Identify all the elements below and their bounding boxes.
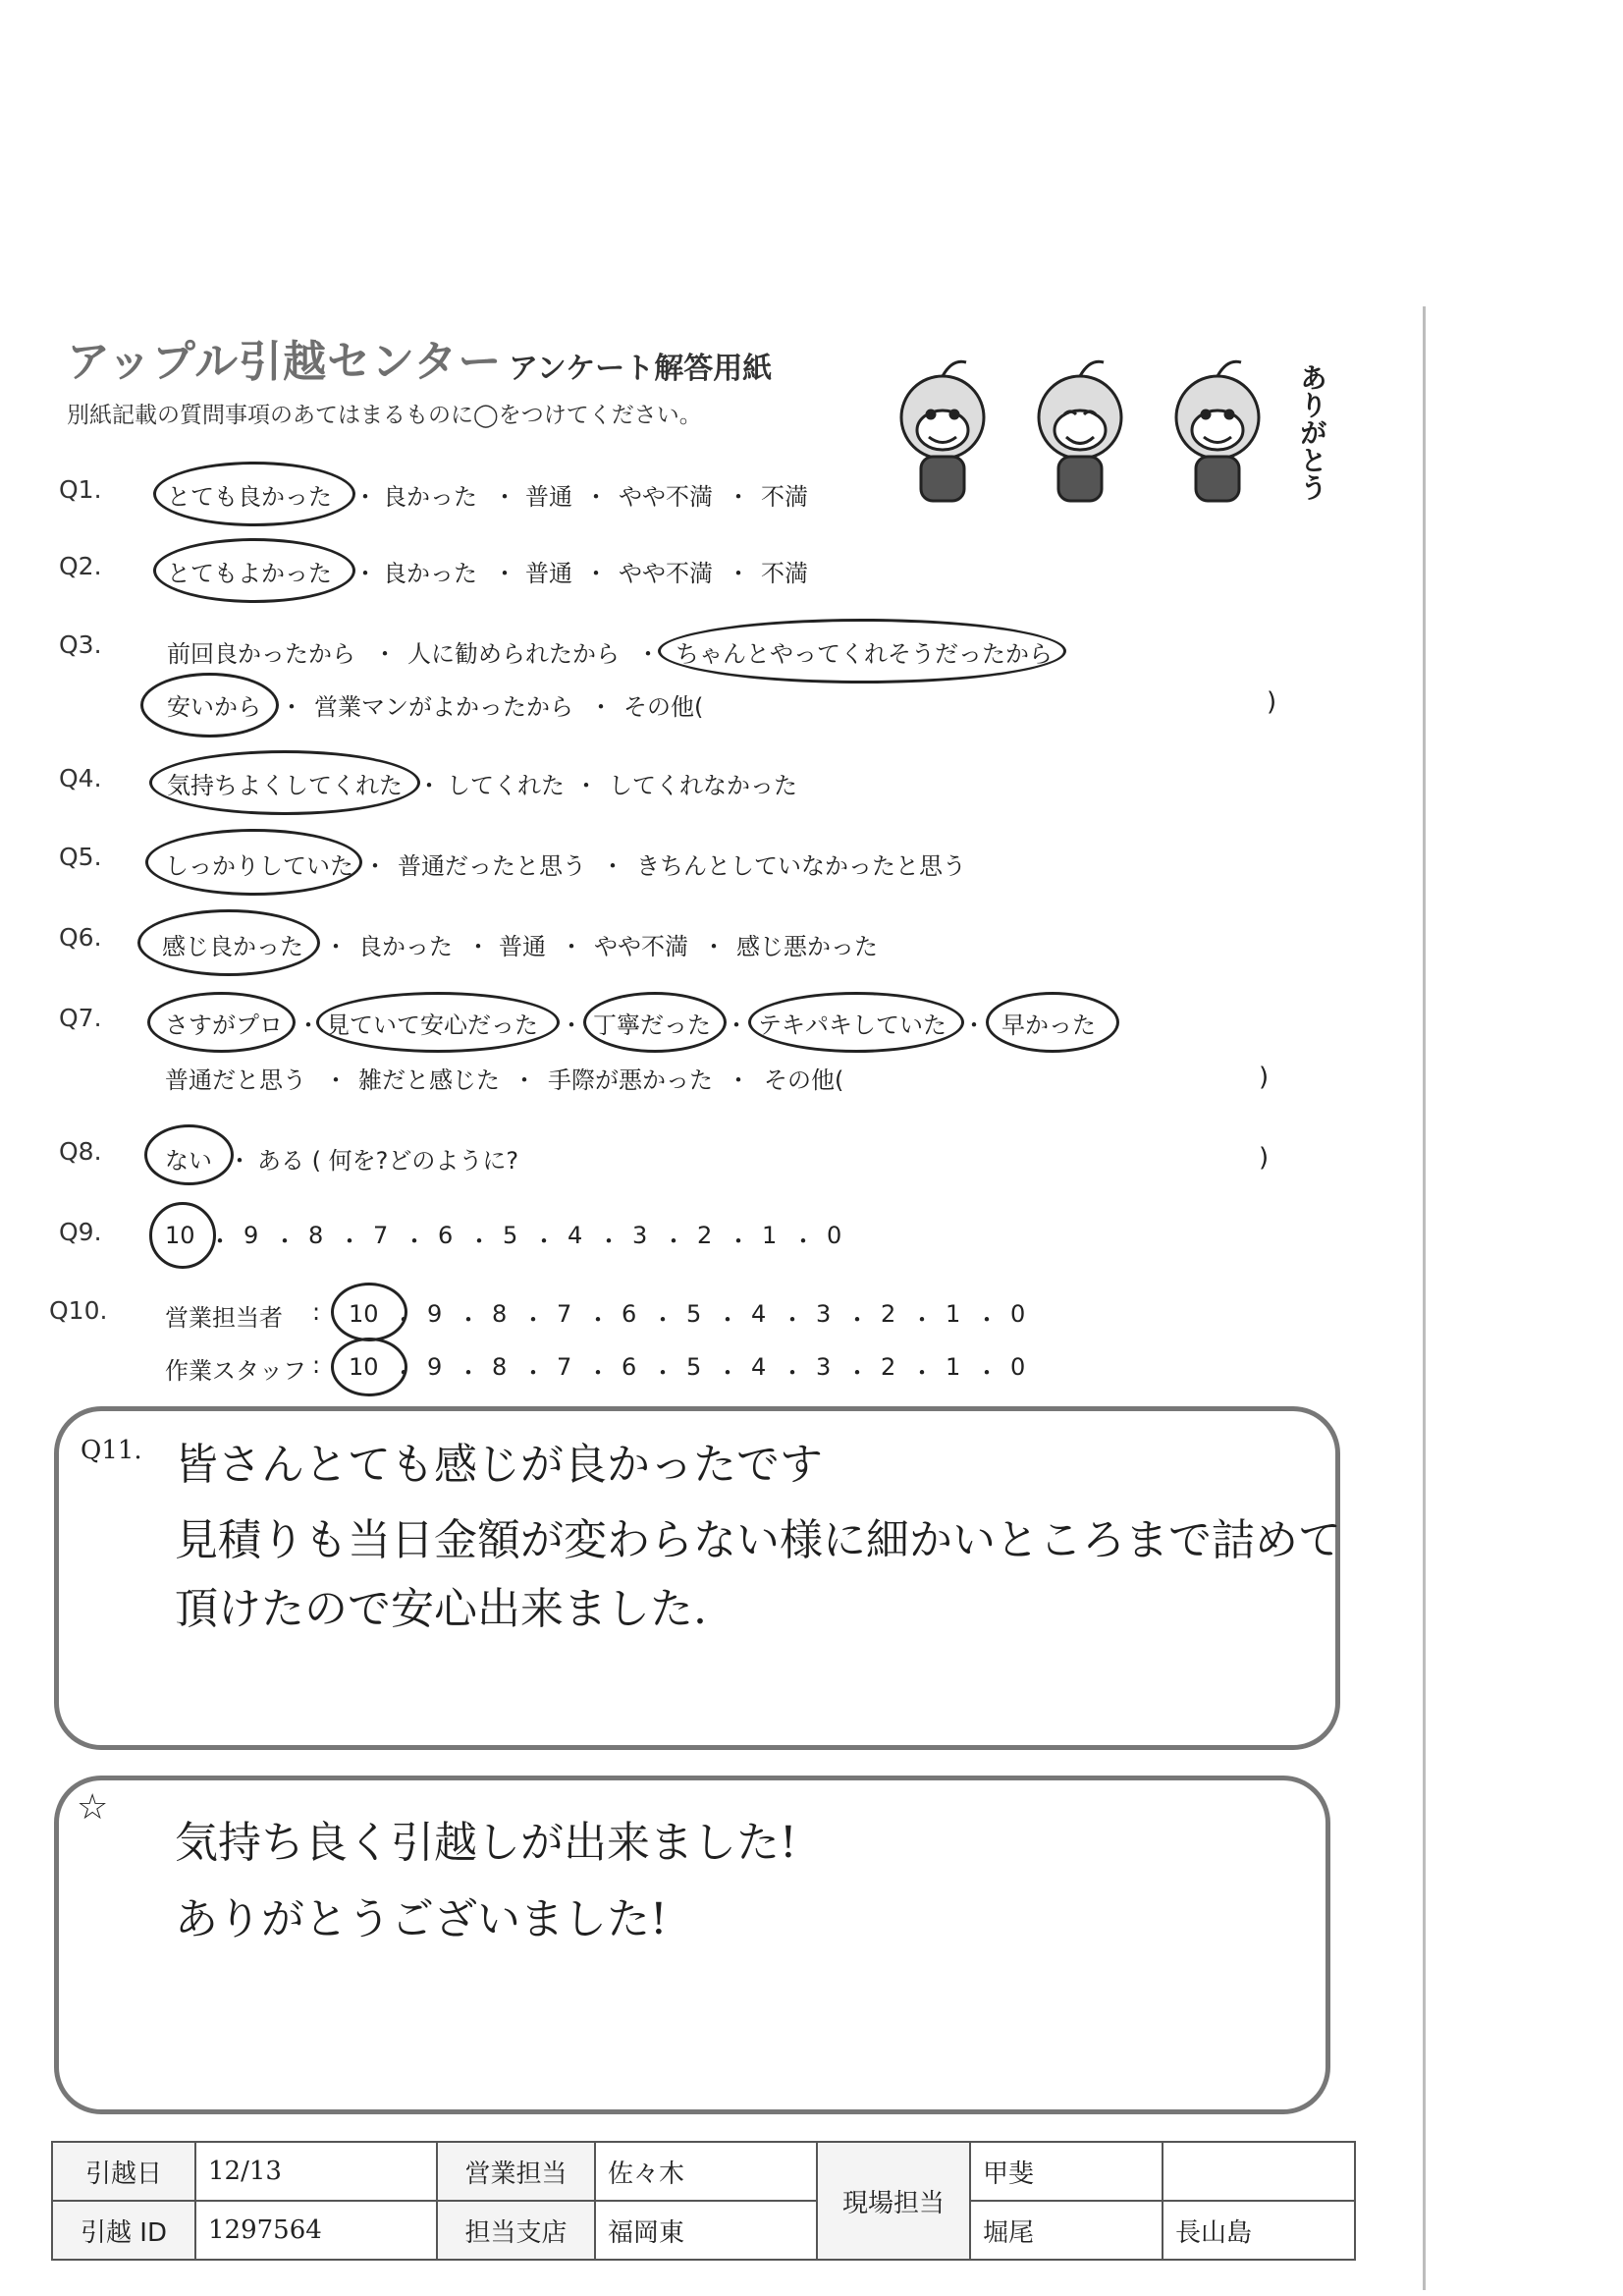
q5-option-3[interactable]: きちんとしていなかったと思う	[636, 852, 966, 880]
q4-label: Q4.	[59, 764, 102, 793]
company-title: アップル引越センター	[67, 337, 503, 387]
q10-row1-separator: ・	[521, 1306, 545, 1334]
q5-option-2[interactable]: 普通だったと思う	[398, 852, 586, 880]
q4-option-3[interactable]: してくれなかった	[609, 772, 797, 799]
q10-row1-value-5[interactable]: 5	[686, 1300, 702, 1328]
move-id-label: 引越 ID	[52, 2201, 195, 2260]
q9-value-6[interactable]: 6	[438, 1222, 454, 1249]
q9-value-2[interactable]: 2	[697, 1222, 713, 1249]
q3-selection-circle-1	[658, 619, 1066, 683]
q1-option-4[interactable]: やや不満	[619, 483, 713, 511]
q10-row1-separator: ・	[457, 1306, 480, 1334]
star-icon: ☆	[77, 1787, 109, 1828]
q7-option-2[interactable]: 見ていて安心だった	[326, 1011, 538, 1039]
q10-row2-separator: ・	[457, 1359, 480, 1387]
q10-row1-value-9[interactable]: 9	[427, 1300, 443, 1328]
q8-selection-circle	[144, 1124, 234, 1185]
branch-value: 福岡東	[595, 2201, 817, 2260]
site-staff-3: 長山島	[1163, 2201, 1355, 2260]
q7-selection-circle-5	[986, 992, 1119, 1053]
q1-label: Q1.	[59, 475, 102, 504]
q6-option-5[interactable]: 感じ悪かった	[736, 933, 878, 960]
q10-row2-name: 作業スタッフ	[165, 1357, 306, 1385]
q3-option-4[interactable]: 安いから	[167, 693, 261, 721]
q11-line-3: 頂けたので安心出来ました.	[175, 1584, 707, 1634]
info-table	[51, 2141, 1356, 2261]
q3-option-3[interactable]: ちゃんとやってくれそうだったから	[676, 640, 1053, 668]
sheet-edge	[1423, 306, 1426, 2290]
move-date-value: 12/13	[195, 2142, 437, 2201]
q10-row2-value-9[interactable]: 9	[427, 1353, 443, 1381]
sales-label: 営業担当	[437, 2142, 595, 2201]
q9-value-4[interactable]: 4	[568, 1222, 583, 1249]
q8-option-1[interactable]: ない	[165, 1147, 212, 1175]
q9-value-7[interactable]: 7	[373, 1222, 389, 1249]
q1-option-3[interactable]: 普通	[525, 483, 572, 511]
q10-row1-separator: ・	[586, 1306, 610, 1334]
q10-row1-value-0[interactable]: 0	[1010, 1300, 1026, 1328]
site-staff-empty	[1163, 2142, 1355, 2201]
q3-option-6[interactable]: その他(	[623, 693, 704, 721]
q9-separator: ・	[208, 1228, 232, 1255]
q9-value-5[interactable]: 5	[503, 1222, 518, 1249]
q2-option-5[interactable]: 不満	[761, 560, 808, 587]
q3-close-paren: )	[1267, 687, 1277, 717]
q10-row1-value-6[interactable]: 6	[622, 1300, 637, 1328]
q10-row1-separator: ・	[716, 1306, 739, 1334]
q10-row1-value-1[interactable]: 1	[946, 1300, 961, 1328]
q10-row2-value-3[interactable]: 3	[816, 1353, 832, 1381]
q4-selection-circle	[149, 750, 420, 815]
sales-value: 佐々木	[595, 2142, 817, 2201]
q3-option-2[interactable]: 人に勧められたから	[407, 640, 620, 668]
q10-row2-value-1[interactable]: 1	[946, 1353, 961, 1381]
mascot-illustration	[864, 344, 1316, 520]
site-label: 現場担当	[817, 2142, 970, 2260]
q6-option-2[interactable]: 良かった	[358, 933, 453, 960]
q2-option-2[interactable]: 良かった	[383, 560, 477, 587]
q7-option-9[interactable]: その他(	[764, 1066, 844, 1094]
q7-option-5[interactable]: 早かった	[1001, 1011, 1096, 1039]
q10-row1-separator: ・	[392, 1306, 415, 1334]
q10-row1-value-4[interactable]: 4	[751, 1300, 767, 1328]
q7-close-paren: )	[1259, 1063, 1270, 1092]
q2-option-1[interactable]: とてもよかった	[167, 560, 332, 587]
q8-option-2[interactable]: ある ( 何を?どのように?	[257, 1147, 519, 1175]
q10-row2-value-2[interactable]: 2	[881, 1353, 896, 1381]
q10-row2-value-4[interactable]: 4	[751, 1353, 767, 1381]
q5-selection-circle	[145, 829, 362, 896]
mascot-caption: ありがとう	[1296, 363, 1328, 501]
q10-row2-value-5[interactable]: 5	[686, 1353, 702, 1381]
q10-row2-value-8[interactable]: 8	[492, 1353, 508, 1381]
q6-option-4[interactable]: やや不満	[594, 933, 688, 960]
q3-selection-circle-2	[140, 673, 279, 738]
q11-label: Q11.	[81, 1436, 142, 1465]
move-id-value: 1297564	[195, 2201, 437, 2260]
q6-label: Q6.	[59, 923, 102, 952]
q1-option-1[interactable]: とても良かった	[167, 483, 332, 511]
q3-option-5[interactable]: 営業マンがよかったから	[314, 693, 573, 721]
q4-option-1[interactable]: 気持ちよくしてくれた	[167, 772, 403, 799]
monkey-icon	[901, 361, 984, 501]
q9-separator: ・	[662, 1228, 685, 1255]
q10-row1-separator: ・	[910, 1306, 934, 1334]
q7-option-4[interactable]: テキパキしていた	[758, 1011, 947, 1039]
q1-option-2[interactable]: 良かった	[383, 483, 477, 511]
q7-option-6[interactable]: 普通だと思う	[165, 1066, 306, 1094]
star-line-1: 気持ち良く引越しが出来ました!	[175, 1818, 797, 1868]
q1-option-5[interactable]: 不満	[761, 483, 808, 511]
q8-close-paren: )	[1259, 1143, 1270, 1173]
q7-option-7[interactable]: 雑だと感じた	[358, 1066, 500, 1094]
q10-row1-value-7[interactable]: 7	[557, 1300, 572, 1328]
q6-selection-circle	[137, 909, 320, 976]
q10-row1-name: 営業担当者	[165, 1304, 283, 1332]
q7-selection-circle-3	[583, 992, 727, 1053]
q9-value-8[interactable]: 8	[308, 1222, 324, 1249]
q6-option-1[interactable]: 感じ良かった	[162, 933, 303, 960]
q7-selection-circle-1	[147, 992, 296, 1053]
q10-row1-value-2[interactable]: 2	[881, 1300, 896, 1328]
site-staff-1: 甲斐	[970, 2142, 1163, 2201]
q10-row2-separator: ・	[521, 1359, 545, 1387]
q10-row1-value-10[interactable]: 10	[349, 1300, 379, 1328]
q10-label: Q10.	[49, 1296, 108, 1325]
q10-row2-selection-circle	[331, 1338, 407, 1396]
q3-label: Q3.	[59, 630, 102, 659]
q10-row2-separator: ・	[716, 1359, 739, 1387]
star-line-2: ありがとうございました!	[175, 1894, 668, 1944]
q10-row2-separator: ・	[651, 1359, 675, 1387]
move-date-label: 引越日	[52, 2142, 195, 2201]
branch-label: 担当支店	[437, 2201, 595, 2260]
q10-row2-separator: ・	[586, 1359, 610, 1387]
q10-row2-value-0[interactable]: 0	[1010, 1353, 1026, 1381]
q2-option-3[interactable]: 普通	[525, 560, 572, 587]
q2-label: Q2.	[59, 552, 102, 580]
q7-option-8[interactable]: 手際が悪かった	[548, 1066, 713, 1094]
q3-option-1[interactable]: 前回良かったから	[167, 640, 355, 668]
q10-row2-separator: ・	[975, 1359, 999, 1387]
q10-row2-separator: ・	[392, 1359, 415, 1387]
q9-value-0[interactable]: 0	[827, 1222, 842, 1249]
q7-selection-circle-2	[316, 992, 560, 1053]
q9-value-3[interactable]: 3	[632, 1222, 648, 1249]
q10-row2-value-10[interactable]: 10	[349, 1353, 379, 1381]
q9-value-1[interactable]: 1	[762, 1222, 778, 1249]
site-staff-2: 堀尾	[970, 2201, 1163, 2260]
q5-label: Q5.	[59, 843, 102, 871]
q10-row1-separator: ・	[975, 1306, 999, 1334]
q10-row2-separator: ・	[910, 1359, 934, 1387]
q6-option-3[interactable]: 普通	[499, 933, 546, 960]
form-subtitle: アンケート解答用紙	[509, 352, 773, 386]
q9-separator: ・	[467, 1228, 491, 1255]
q10-row1-value-3[interactable]: 3	[816, 1300, 832, 1328]
q4-option-2[interactable]: してくれた	[447, 772, 565, 799]
q7-option-1[interactable]: さすがプロ	[165, 1011, 283, 1039]
q9-separator: ・	[403, 1228, 426, 1255]
q10-row1-separator: ・	[845, 1306, 869, 1334]
q2-option-4[interactable]: やや不満	[619, 560, 713, 587]
q9-label: Q9.	[59, 1218, 102, 1246]
q10-row2-value-7[interactable]: 7	[557, 1353, 572, 1381]
q7-selection-circle-4	[748, 992, 964, 1053]
q10-row1-value-8[interactable]: 8	[492, 1300, 508, 1328]
q10-row1-separator: ・	[651, 1306, 675, 1334]
q8-label: Q8.	[59, 1137, 102, 1166]
q10-row1-separator: ・	[781, 1306, 804, 1334]
q10-row2-separator: ・	[781, 1359, 804, 1387]
q7-label: Q7.	[59, 1004, 102, 1032]
q9-separator: ・	[338, 1228, 361, 1255]
monkey-icon	[1176, 361, 1259, 501]
monkey-icon	[1039, 361, 1121, 501]
q9-value-9[interactable]: 9	[243, 1222, 259, 1249]
q10-row2-value-6[interactable]: 6	[622, 1353, 637, 1381]
q10-row1-selection-circle	[331, 1283, 407, 1341]
q9-separator: ・	[273, 1228, 297, 1255]
q11-line-1: 皆さんとても感じが良かったです	[175, 1440, 823, 1490]
q9-separator: ・	[597, 1228, 621, 1255]
q9-value-10[interactable]: 10	[165, 1222, 195, 1249]
q2-selection-circle	[153, 538, 355, 603]
q9-selection-circle	[149, 1202, 216, 1269]
instruction-text: 別紙記載の質問事項のあてはまるものに◯をつけてください。	[67, 403, 702, 428]
q9-separator: ・	[532, 1228, 556, 1255]
q1-selection-circle	[153, 462, 355, 526]
q9-separator: ・	[791, 1228, 815, 1255]
q11-line-2: 見積りも当日金額が変わらない様に細かいところまで詰めて	[175, 1515, 1341, 1565]
q10-row2-separator: ・	[845, 1359, 869, 1387]
q9-separator: ・	[727, 1228, 750, 1255]
q5-option-1[interactable]: しっかりしていた	[165, 852, 353, 880]
q7-option-3[interactable]: 丁寧だった	[593, 1011, 711, 1039]
